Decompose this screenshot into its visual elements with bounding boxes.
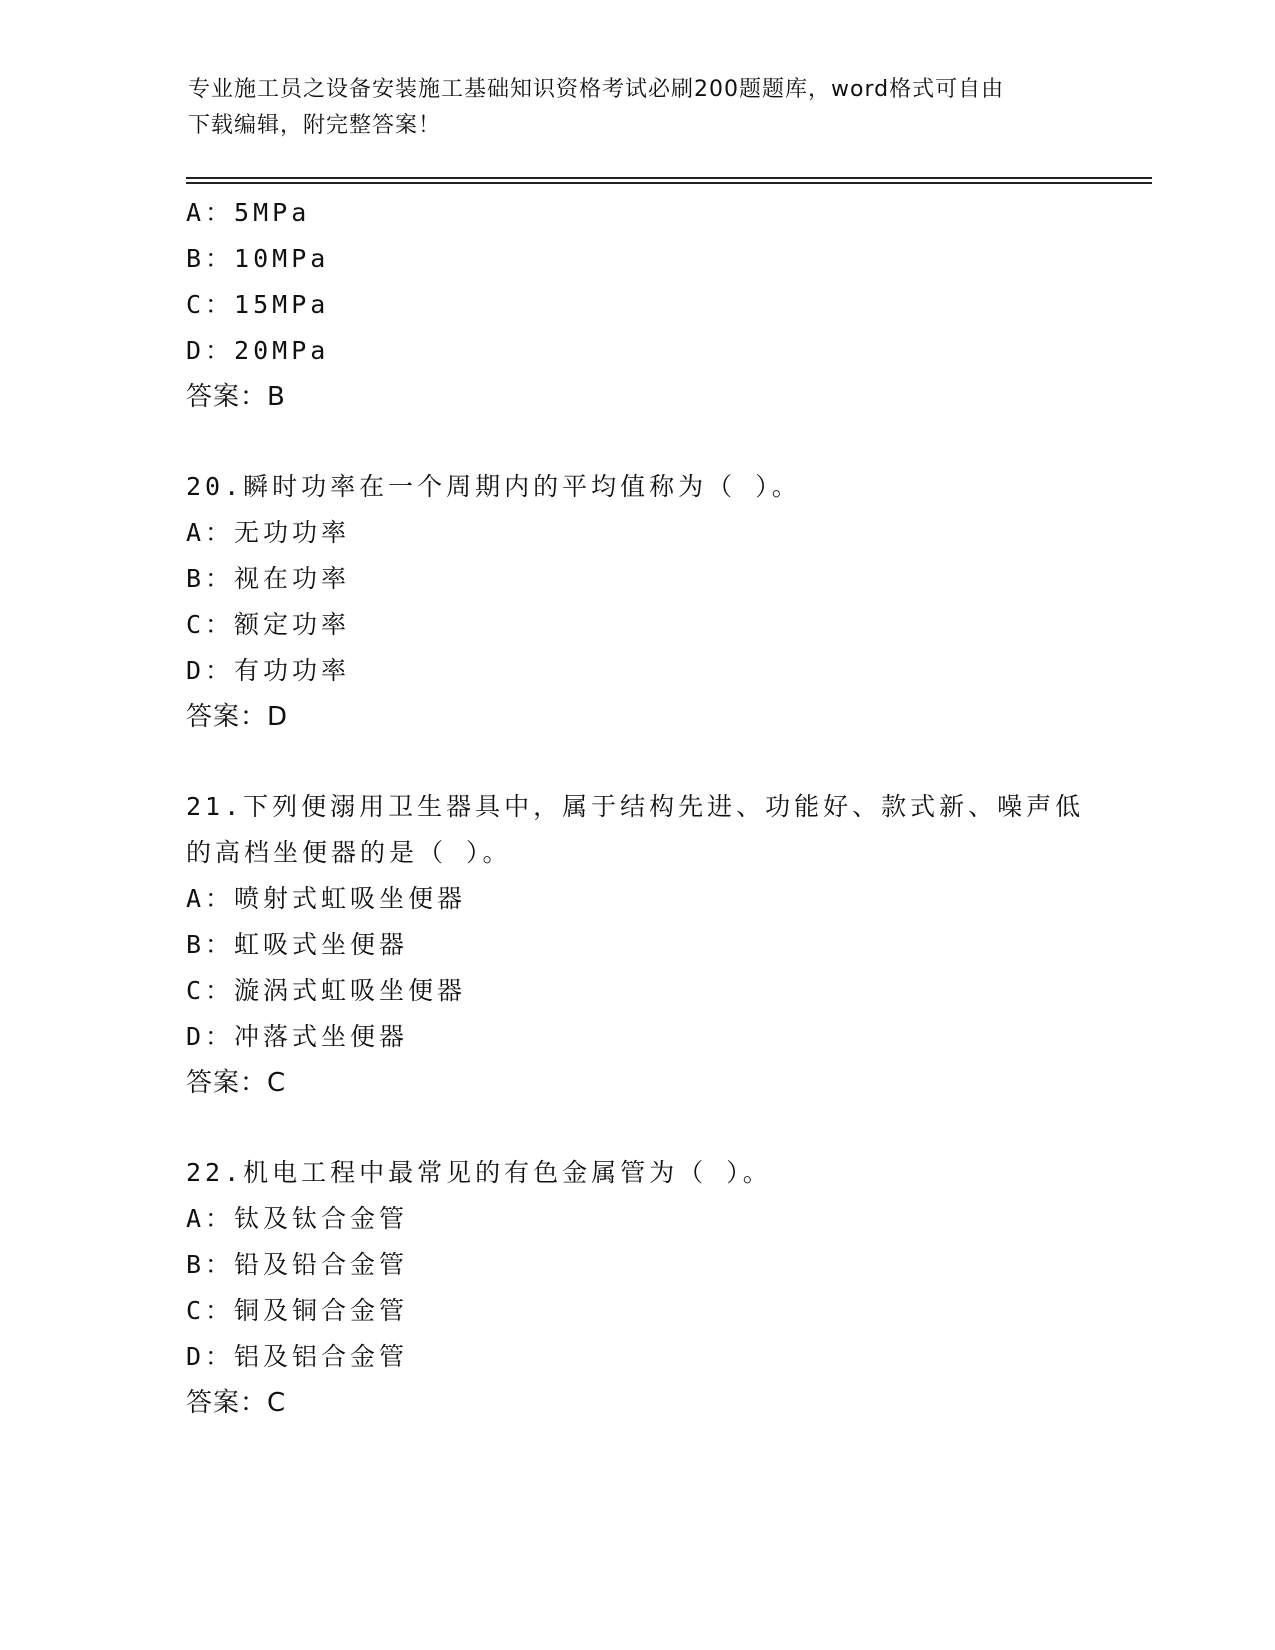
option-d: D：铝及铝合金管 [186,1342,409,1371]
answer: 答案：C [186,1068,287,1098]
answer: 答案：B [186,382,286,412]
spacer [186,740,1116,784]
question-19 [186,190,1116,420]
spacer [186,420,1116,464]
option-a: A：喷射式虹吸坐便器 [186,884,467,913]
option-a: A：5MPa [186,198,311,227]
option-d: D：冲落式坐便器 [186,1022,409,1051]
header-rule-bottom [186,182,1152,184]
option-c: C：15MPa [186,290,330,319]
question-stem-line-2: 的高档坐便器的是（ ）。 [186,838,512,867]
question-20 [186,464,1116,740]
option-c: C：额定功率 [186,610,351,639]
question-22 [186,1150,1116,1426]
header-rule-top [186,177,1152,179]
header-line-1: 专业施工员之设备安装施工基础知识资格考试必刷200题题库，word格式可自由 [188,77,1005,102]
question-21 [186,784,1116,1106]
option-b: B：10MPa [186,244,330,273]
option-b: B：虹吸式坐便器 [186,930,409,959]
option-d: D：20MPa [186,336,330,365]
option-a: A：钛及钛合金管 [186,1204,409,1233]
option-c: C：漩涡式虹吸坐便器 [186,976,467,1005]
option-c: C：铜及铜合金管 [186,1296,409,1325]
question-stem: 20.瞬时功率在一个周期内的平均值称为（ ）。 [186,472,801,501]
option-a: A：无功功率 [186,518,351,547]
question-list [186,190,1116,1426]
answer: 答案：D [186,702,289,732]
option-b: B：铅及铅合金管 [186,1250,409,1279]
spacer [186,1106,1116,1150]
question-stem: 22.机电工程中最常见的有色金属管为（ ）。 [186,1158,772,1187]
option-d: D：有功功率 [186,656,351,685]
answer: 答案：C [186,1388,287,1418]
question-stem-line-1: 21.下列便溺用卫生器具中，属于结构先进、功能好、款式新、噪声低 [186,792,1085,821]
option-b: B：视在功率 [186,564,351,593]
document-header [188,72,1068,144]
header-line-2: 下载编辑，附完整答案！ [188,113,442,138]
